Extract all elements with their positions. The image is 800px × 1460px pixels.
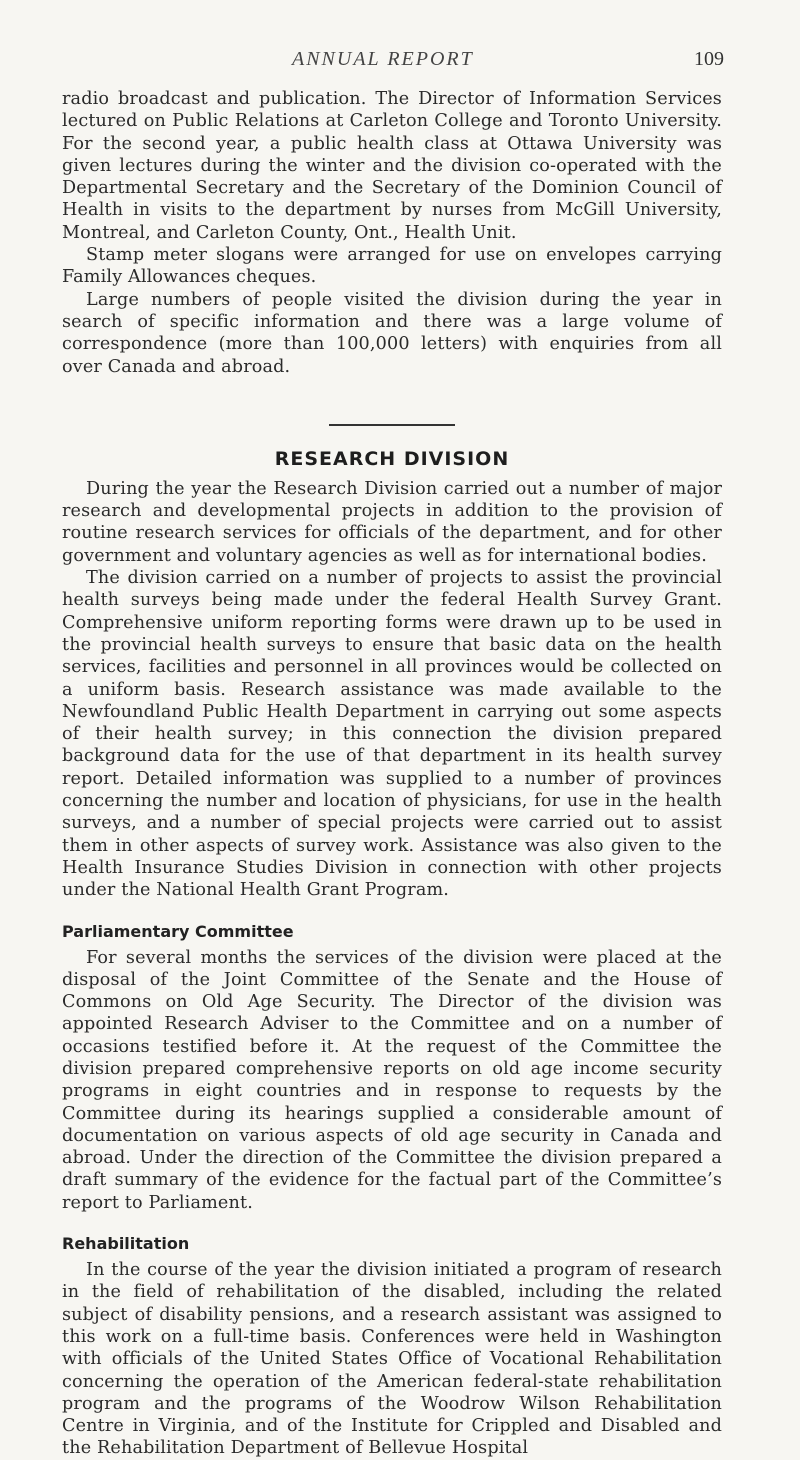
page-number: 109 (694, 48, 724, 70)
paragraph-visitors: Large numbers of people visited the division during the year in search of specific information and there was a large volume of correspondence (more than 100,000 letters) with enquiries from all over Canada and abroad. (62, 289, 722, 377)
page-header (0, 48, 800, 78)
paragraph-research-intro: During the year the Research Division carried out a number of major research and developmental projects in addition to the provision of routine research services for officials of the department, and for other government and voluntary agencies as well as for international bodies. (62, 478, 722, 566)
paragraph-information-services: radio broadcast and publication. The Director of Information Services lectured on Public Relations at Carleton College and Toronto University. For the second year, a public health class at Ottawa University was given lectures during the winter and the division co-operated with the Departmental Secretary and the Secretary of the Dominion Council of Health in visits to the department by nurses from McGill University, Montreal, and Carleton County, Ont., Health Unit. (62, 89, 722, 243)
paragraph-parliamentary-committee: For several months the services of the division were placed at the disposal of the Joint Committee of the Senate and the House of Commons on Old Age Security. The Director of the division was appointed Research Adviser to the Committee and on a number of occasions testified before it. At the request of the Committee the division prepared comprehensive reports on old age income security programs in eight countries and in response to requests by the Committee during its hearings supplied a considerable amount of documentation on various aspects of old age security in Canada and abroad. Under the direction of the Committee the division prepared a draft summary of the evidence for the factual part of the Committee’s report to Parliament. (62, 947, 722, 1213)
rehabilitation-heading: Rehabilitation (62, 1234, 190, 1254)
section-divider (329, 424, 455, 426)
running-head: ANNUAL REPORT (292, 48, 474, 70)
paragraph-rehabilitation: In the course of the year the division initiated a program of research in the field of rehabilitation of the disabled, including the related subject of disability pensions, and a research assistant was assigned to this work on a full-time basis. Conferences were held in Washington with officials of the United States Office of Vocational Rehabilitation concerning the operation of the American federal-state rehabilitation program and the programs of the Woodrow Wilson Rehabilitation Centre in Virginia, and of the Institute for Crippled and Disabled and the Rehabilitation Department of Bellevue Hospital (62, 1260, 722, 1459)
paragraph-health-surveys: The division carried on a number of projects to assist the provincial health surveys being made under the federal Health Survey Grant. Comprehensive uniform reporting forms were drawn up to be used in the provincial health surveys to ensure that basic data on the health services, facilities and personnel in all provinces would be collected on a uniform basis. Research assistance was made available to the Newfoundland Public Health Department in carrying out some aspects of their health survey; in this connection the division prepared background data for the use of that department in its health survey report. Detailed information was supplied to a number of provinces concerning the number and location of physicians, for use in the health surveys, and a number of special projects were carried out to assist them in other aspects of survey work. Assistance was also given to the Health Insurance Studies Division in connection with other projects under the National Health Grant Program. (62, 568, 722, 901)
paragraph-stamp-meter: Stamp meter slogans were arranged for use on envelopes carrying Family Allowances cheques. (62, 245, 722, 288)
research-division-title: RESEARCH DIVISION (274, 447, 510, 470)
page-body (62, 88, 722, 1460)
parliamentary-committee-heading: Parliamentary Committee (62, 921, 294, 941)
